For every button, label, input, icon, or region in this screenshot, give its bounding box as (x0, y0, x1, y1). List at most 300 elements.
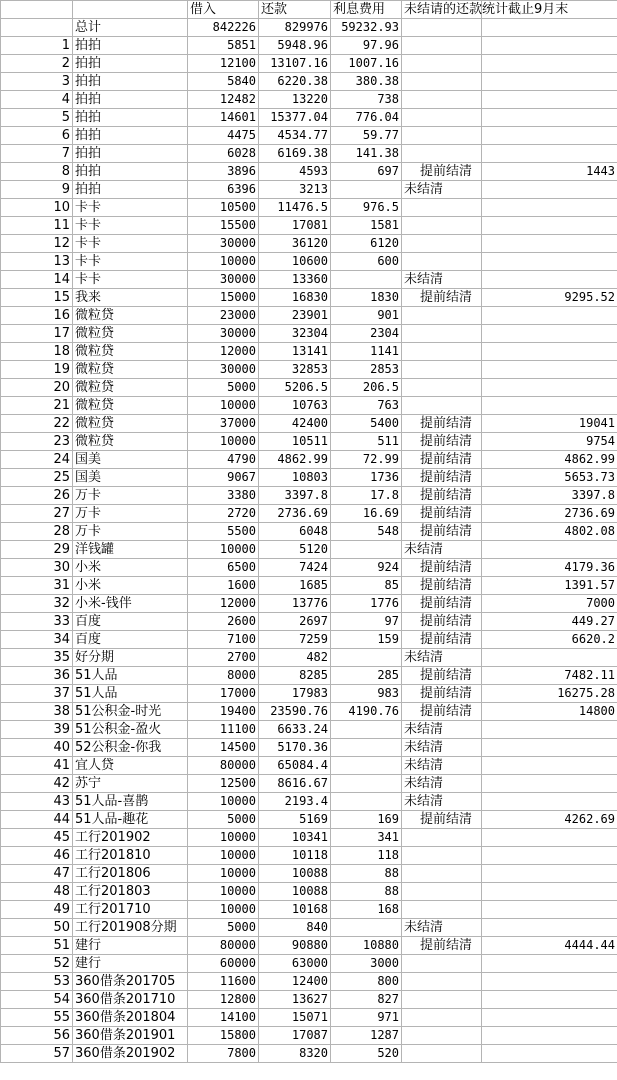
cell-interest[interactable]: 88 (331, 883, 402, 901)
cell-index[interactable]: 32 (1, 595, 73, 613)
cell-outstanding-amount[interactable]: 7000 (482, 595, 617, 613)
cell-repay[interactable]: 13627 (259, 991, 331, 1009)
cell-status[interactable]: 提前结清 (402, 163, 482, 181)
cell-outstanding-amount[interactable] (482, 271, 617, 289)
cell-lender-name[interactable]: 拍拍 (73, 163, 188, 181)
cell-repay[interactable]: 482 (259, 649, 331, 667)
cell-index[interactable]: 7 (1, 145, 73, 163)
cell-repay[interactable]: 6220.38 (259, 73, 331, 91)
cell-borrow[interactable]: 6500 (188, 559, 259, 577)
cell-borrow[interactable]: 1600 (188, 577, 259, 595)
cell-repay[interactable]: 8285 (259, 667, 331, 685)
cell-interest[interactable]: 1736 (331, 469, 402, 487)
cell-interest[interactable]: 2853 (331, 361, 402, 379)
cell-interest[interactable]: 285 (331, 667, 402, 685)
cell-outstanding-amount[interactable] (482, 253, 617, 271)
cell-status[interactable]: 提前结清 (402, 433, 482, 451)
cell-borrow[interactable]: 17000 (188, 685, 259, 703)
cell-lender-name[interactable]: 洋钱罐 (73, 541, 188, 559)
cell-status[interactable] (402, 901, 482, 919)
cell-borrow[interactable]: 10000 (188, 433, 259, 451)
cell-index[interactable]: 56 (1, 1027, 73, 1045)
cell-repay[interactable]: 10088 (259, 883, 331, 901)
cell-borrow[interactable]: 30000 (188, 271, 259, 289)
cell-repay[interactable]: 5948.96 (259, 37, 331, 55)
cell-index[interactable]: 4 (1, 91, 73, 109)
cell-outstanding-amount[interactable] (482, 721, 617, 739)
cell-status[interactable]: 未结清 (402, 739, 482, 757)
cell-index[interactable]: 54 (1, 991, 73, 1009)
cell-index[interactable]: 27 (1, 505, 73, 523)
cell-repay[interactable]: 13107.16 (259, 55, 331, 73)
cell-outstanding-amount[interactable]: 4444.44 (482, 937, 617, 955)
cell-lender-name[interactable]: 卡卡 (73, 199, 188, 217)
cell-borrow[interactable]: 12800 (188, 991, 259, 1009)
cell-repay[interactable]: 17087 (259, 1027, 331, 1045)
cell-repay[interactable]: 10118 (259, 847, 331, 865)
cell-lender-name[interactable]: 万卡 (73, 487, 188, 505)
cell-index[interactable]: 34 (1, 631, 73, 649)
cell-lender-name[interactable]: 拍拍 (73, 109, 188, 127)
cell-index[interactable]: 23 (1, 433, 73, 451)
cell-repay[interactable]: 42400 (259, 415, 331, 433)
cell-index[interactable]: 16 (1, 307, 73, 325)
cell-interest[interactable]: 738 (331, 91, 402, 109)
cell-lender-name[interactable]: 微粒贷 (73, 325, 188, 343)
cell-index[interactable]: 52 (1, 955, 73, 973)
cell-outstanding-amount[interactable] (482, 1027, 617, 1045)
cell-repay[interactable]: 10803 (259, 469, 331, 487)
cell-repay[interactable]: 7259 (259, 631, 331, 649)
cell-lender-name[interactable]: 微粒贷 (73, 379, 188, 397)
header-interest[interactable]: 利息费用 (331, 1, 402, 19)
cell-status[interactable]: 未结清 (402, 757, 482, 775)
cell-lender-name[interactable]: 360借条201901 (73, 1027, 188, 1045)
cell-lender-name[interactable]: 51公积金-盈火 (73, 721, 188, 739)
cell-repay[interactable]: 1685 (259, 577, 331, 595)
cell-lender-name[interactable]: 拍拍 (73, 127, 188, 145)
cell-status[interactable]: 提前结清 (402, 595, 482, 613)
cell-outstanding-amount[interactable] (482, 739, 617, 757)
cell-outstanding-amount[interactable]: 4862.99 (482, 451, 617, 469)
cell-repay[interactable]: 5206.5 (259, 379, 331, 397)
cell-status[interactable] (402, 145, 482, 163)
cell-outstanding-amount[interactable] (482, 361, 617, 379)
cell-interest[interactable]: 763 (331, 397, 402, 415)
total-borrow[interactable]: 842226 (188, 19, 259, 37)
cell-status[interactable]: 未结清 (402, 181, 482, 199)
cell-interest[interactable]: 10880 (331, 937, 402, 955)
cell-lender-name[interactable]: 卡卡 (73, 217, 188, 235)
cell-lender-name[interactable]: 360借条201804 (73, 1009, 188, 1027)
cell-lender-name[interactable]: 微粒贷 (73, 343, 188, 361)
cell-outstanding-amount[interactable] (482, 847, 617, 865)
cell-lender-name[interactable]: 小米 (73, 577, 188, 595)
cell-borrow[interactable]: 19400 (188, 703, 259, 721)
cell-repay[interactable]: 23901 (259, 307, 331, 325)
cell-interest[interactable]: 3000 (331, 955, 402, 973)
cell-outstanding-amount[interactable] (482, 793, 617, 811)
cell-index[interactable]: 25 (1, 469, 73, 487)
cell-status[interactable]: 提前结清 (402, 289, 482, 307)
cell-index[interactable]: 20 (1, 379, 73, 397)
cell-outstanding-amount[interactable] (482, 307, 617, 325)
total-interest[interactable]: 59232.93 (331, 19, 402, 37)
cell-status[interactable]: 提前结清 (402, 667, 482, 685)
cell-interest[interactable]: 141.38 (331, 145, 402, 163)
cell-index[interactable]: 37 (1, 685, 73, 703)
cell-status[interactable] (402, 955, 482, 973)
cell-amount[interactable] (482, 19, 617, 37)
cell-status[interactable] (402, 109, 482, 127)
cell-repay[interactable]: 8320 (259, 1045, 331, 1063)
cell-status[interactable] (402, 829, 482, 847)
cell-repay[interactable]: 4534.77 (259, 127, 331, 145)
cell-lender-name[interactable]: 52公积金-你我 (73, 739, 188, 757)
cell-status[interactable]: 未结清 (402, 793, 482, 811)
cell-repay[interactable]: 5170.36 (259, 739, 331, 757)
cell-outstanding-amount[interactable] (482, 145, 617, 163)
cell-interest[interactable]: 6120 (331, 235, 402, 253)
cell-lender-name[interactable]: 360借条201902 (73, 1045, 188, 1063)
cell-borrow[interactable]: 30000 (188, 325, 259, 343)
cell-index[interactable]: 3 (1, 73, 73, 91)
cell-index[interactable]: 49 (1, 901, 73, 919)
cell-interest[interactable]: 97 (331, 613, 402, 631)
cell-borrow[interactable]: 2720 (188, 505, 259, 523)
cell-status[interactable] (402, 1027, 482, 1045)
cell-index[interactable]: 31 (1, 577, 73, 595)
cell-status[interactable] (402, 235, 482, 253)
cell-index[interactable]: 18 (1, 343, 73, 361)
cell-interest[interactable]: 776.04 (331, 109, 402, 127)
cell-borrow[interactable]: 10000 (188, 901, 259, 919)
cell-borrow[interactable]: 15000 (188, 289, 259, 307)
cell-index[interactable]: 21 (1, 397, 73, 415)
cell-interest[interactable] (331, 271, 402, 289)
cell-status[interactable] (402, 217, 482, 235)
cell-interest[interactable]: 88 (331, 865, 402, 883)
cell-lender-name[interactable]: 卡卡 (73, 253, 188, 271)
cell-repay[interactable]: 16830 (259, 289, 331, 307)
total-repay[interactable]: 829976 (259, 19, 331, 37)
cell-borrow[interactable]: 12100 (188, 55, 259, 73)
cell-index[interactable]: 28 (1, 523, 73, 541)
cell-repay[interactable]: 15071 (259, 1009, 331, 1027)
cell-outstanding-amount[interactable] (482, 91, 617, 109)
cell-interest[interactable]: 206.5 (331, 379, 402, 397)
cell-repay[interactable]: 3397.8 (259, 487, 331, 505)
cell-index[interactable]: 8 (1, 163, 73, 181)
cell-status[interactable]: 未结清 (402, 649, 482, 667)
cell-outstanding-amount[interactable] (482, 901, 617, 919)
cell-borrow[interactable]: 10000 (188, 541, 259, 559)
cell-borrow[interactable]: 6396 (188, 181, 259, 199)
cell-borrow[interactable]: 10000 (188, 397, 259, 415)
cell-interest[interactable]: 1581 (331, 217, 402, 235)
cell-status[interactable]: 未结清 (402, 919, 482, 937)
cell-index[interactable]: 15 (1, 289, 73, 307)
cell-borrow[interactable]: 23000 (188, 307, 259, 325)
cell-borrow[interactable]: 10500 (188, 199, 259, 217)
cell-lender-name[interactable]: 拍拍 (73, 145, 188, 163)
cell-interest[interactable]: 59.77 (331, 127, 402, 145)
cell-repay[interactable]: 4593 (259, 163, 331, 181)
cell-interest[interactable]: 924 (331, 559, 402, 577)
cell-interest[interactable] (331, 757, 402, 775)
header-repay[interactable]: 还款 (259, 1, 331, 19)
cell-lender-name[interactable]: 微粒贷 (73, 307, 188, 325)
cell-lender-name[interactable]: 国美 (73, 469, 188, 487)
cell-index[interactable]: 53 (1, 973, 73, 991)
cell-outstanding-amount[interactable]: 1443 (482, 163, 617, 181)
cell-borrow[interactable]: 5000 (188, 811, 259, 829)
cell-repay[interactable]: 5120 (259, 541, 331, 559)
cell-index[interactable]: 47 (1, 865, 73, 883)
cell-interest[interactable] (331, 721, 402, 739)
cell-lender-name[interactable]: 拍拍 (73, 181, 188, 199)
cell-index[interactable]: 40 (1, 739, 73, 757)
cell-status[interactable] (402, 37, 482, 55)
cell-repay[interactable]: 65084.4 (259, 757, 331, 775)
cell-repay[interactable]: 10763 (259, 397, 331, 415)
cell-repay[interactable]: 32853 (259, 361, 331, 379)
cell-lender-name[interactable]: 360借条201710 (73, 991, 188, 1009)
cell-lender-name[interactable]: 51公积金-时光 (73, 703, 188, 721)
cell-outstanding-amount[interactable]: 6620.2 (482, 631, 617, 649)
cell-interest[interactable] (331, 793, 402, 811)
cell-lender-name[interactable]: 工行201803 (73, 883, 188, 901)
cell-borrow[interactable]: 2600 (188, 613, 259, 631)
cell-status[interactable]: 提前结清 (402, 631, 482, 649)
cell-index[interactable]: 5 (1, 109, 73, 127)
cell-outstanding-amount[interactable] (482, 109, 617, 127)
cell-status[interactable]: 提前结清 (402, 937, 482, 955)
cell-borrow[interactable]: 80000 (188, 937, 259, 955)
cell-repay[interactable]: 7424 (259, 559, 331, 577)
cell-repay[interactable]: 2697 (259, 613, 331, 631)
cell-repay[interactable]: 10600 (259, 253, 331, 271)
total-label[interactable]: 总计 (73, 19, 188, 37)
cell-index[interactable]: 51 (1, 937, 73, 955)
cell-index[interactable]: 26 (1, 487, 73, 505)
cell-outstanding-amount[interactable] (482, 181, 617, 199)
cell-status[interactable] (402, 127, 482, 145)
cell-interest[interactable]: 380.38 (331, 73, 402, 91)
cell-borrow[interactable]: 10000 (188, 793, 259, 811)
cell-interest[interactable] (331, 541, 402, 559)
cell-outstanding-amount[interactable]: 14800 (482, 703, 617, 721)
cell-repay[interactable]: 10088 (259, 865, 331, 883)
cell-status[interactable] (402, 361, 482, 379)
cell-lender-name[interactable]: 建行 (73, 955, 188, 973)
cell-outstanding-amount[interactable]: 3397.8 (482, 487, 617, 505)
cell-index[interactable]: 46 (1, 847, 73, 865)
cell-interest[interactable]: 159 (331, 631, 402, 649)
cell-borrow[interactable]: 5840 (188, 73, 259, 91)
cell-outstanding-amount[interactable] (482, 235, 617, 253)
cell-lender-name[interactable]: 微粒贷 (73, 361, 188, 379)
cell-interest[interactable]: 1007.16 (331, 55, 402, 73)
cell-borrow[interactable]: 5851 (188, 37, 259, 55)
cell-index[interactable]: 39 (1, 721, 73, 739)
cell-borrow[interactable]: 10000 (188, 883, 259, 901)
cell-repay[interactable]: 3213 (259, 181, 331, 199)
cell-lender-name[interactable]: 拍拍 (73, 91, 188, 109)
cell-status[interactable] (402, 307, 482, 325)
cell-status[interactable]: 未结清 (402, 775, 482, 793)
cell-outstanding-amount[interactable] (482, 757, 617, 775)
cell-lender-name[interactable]: 小米 (73, 559, 188, 577)
cell-outstanding-amount[interactable] (482, 1045, 617, 1063)
cell-index[interactable]: 14 (1, 271, 73, 289)
cell-borrow[interactable]: 80000 (188, 757, 259, 775)
cell-lender-name[interactable]: 建行 (73, 937, 188, 955)
cell-lender-name[interactable]: 拍拍 (73, 55, 188, 73)
cell-interest[interactable]: 1287 (331, 1027, 402, 1045)
cell-status[interactable]: 提前结清 (402, 577, 482, 595)
header-borrow[interactable]: 借入 (188, 1, 259, 19)
cell-borrow[interactable]: 4790 (188, 451, 259, 469)
cell-borrow[interactable]: 12482 (188, 91, 259, 109)
cell-status[interactable]: 未结清 (402, 721, 482, 739)
cell-borrow[interactable]: 11600 (188, 973, 259, 991)
cell-status[interactable] (402, 379, 482, 397)
cell-borrow[interactable]: 3896 (188, 163, 259, 181)
cell-repay[interactable]: 12400 (259, 973, 331, 991)
cell-repay[interactable]: 8616.67 (259, 775, 331, 793)
cell-interest[interactable]: 600 (331, 253, 402, 271)
cell-borrow[interactable]: 37000 (188, 415, 259, 433)
cell-borrow[interactable]: 7100 (188, 631, 259, 649)
cell-interest[interactable]: 341 (331, 829, 402, 847)
cell-interest[interactable]: 1776 (331, 595, 402, 613)
cell-index[interactable]: 17 (1, 325, 73, 343)
cell-interest[interactable]: 118 (331, 847, 402, 865)
cell-interest[interactable]: 548 (331, 523, 402, 541)
cell-status[interactable] (402, 73, 482, 91)
cell-outstanding-amount[interactable] (482, 1009, 617, 1027)
cell-lender-name[interactable]: 工行201902 (73, 829, 188, 847)
cell-index[interactable]: 36 (1, 667, 73, 685)
cell-lender-name[interactable]: 国美 (73, 451, 188, 469)
cell-status[interactable]: 未结清 (402, 541, 482, 559)
cell-index[interactable]: 12 (1, 235, 73, 253)
cell-status[interactable]: 提前结清 (402, 559, 482, 577)
cell-status[interactable] (402, 1009, 482, 1027)
cell-interest[interactable]: 4190.76 (331, 703, 402, 721)
cell-status[interactable] (402, 883, 482, 901)
cell-status[interactable] (402, 847, 482, 865)
cell-index[interactable]: 10 (1, 199, 73, 217)
cell-status[interactable] (402, 199, 482, 217)
header-cell[interactable] (1, 1, 73, 19)
cell-interest[interactable]: 168 (331, 901, 402, 919)
cell-status[interactable] (402, 397, 482, 415)
cell-borrow[interactable]: 11100 (188, 721, 259, 739)
cell-lender-name[interactable]: 工行201806 (73, 865, 188, 883)
cell-interest[interactable]: 520 (331, 1045, 402, 1063)
cell-index[interactable]: 9 (1, 181, 73, 199)
cell-interest[interactable]: 827 (331, 991, 402, 1009)
cell-lender-name[interactable]: 宜人贷 (73, 757, 188, 775)
cell-lender-name[interactable]: 百度 (73, 613, 188, 631)
cell-outstanding-amount[interactable] (482, 541, 617, 559)
cell-lender-name[interactable]: 工行201710 (73, 901, 188, 919)
cell-interest[interactable]: 72.99 (331, 451, 402, 469)
cell-borrow[interactable]: 5500 (188, 523, 259, 541)
cell-lender-name[interactable]: 51人品 (73, 667, 188, 685)
cell-outstanding-amount[interactable] (482, 973, 617, 991)
header-cell[interactable] (73, 1, 188, 19)
cell-outstanding-amount[interactable] (482, 397, 617, 415)
cell-outstanding-amount[interactable]: 2736.69 (482, 505, 617, 523)
cell-index[interactable]: 45 (1, 829, 73, 847)
cell-repay[interactable]: 13360 (259, 271, 331, 289)
cell-outstanding-amount[interactable] (482, 325, 617, 343)
cell-lender-name[interactable]: 卡卡 (73, 271, 188, 289)
cell-interest[interactable]: 85 (331, 577, 402, 595)
cell-status[interactable] (402, 253, 482, 271)
cell-repay[interactable]: 17983 (259, 685, 331, 703)
cell-borrow[interactable]: 14500 (188, 739, 259, 757)
cell-lender-name[interactable]: 微粒贷 (73, 433, 188, 451)
cell-index[interactable]: 38 (1, 703, 73, 721)
cell-index[interactable]: 22 (1, 415, 73, 433)
cell-index[interactable]: 11 (1, 217, 73, 235)
cell-index[interactable]: 6 (1, 127, 73, 145)
cell-outstanding-amount[interactable] (482, 829, 617, 847)
cell-borrow[interactable]: 15500 (188, 217, 259, 235)
cell-repay[interactable]: 13220 (259, 91, 331, 109)
cell-index[interactable]: 13 (1, 253, 73, 271)
cell-repay[interactable]: 13141 (259, 343, 331, 361)
cell-outstanding-amount[interactable]: 4802.08 (482, 523, 617, 541)
cell-status[interactable]: 提前结清 (402, 811, 482, 829)
cell-status[interactable] (402, 325, 482, 343)
cell-status[interactable]: 提前结清 (402, 469, 482, 487)
cell-interest[interactable]: 697 (331, 163, 402, 181)
cell-index[interactable]: 55 (1, 1009, 73, 1027)
cell-status[interactable] (402, 343, 482, 361)
cell-outstanding-amount[interactable]: 7482.11 (482, 667, 617, 685)
cell-repay[interactable]: 6633.24 (259, 721, 331, 739)
cell-borrow[interactable]: 5000 (188, 379, 259, 397)
cell-borrow[interactable]: 12500 (188, 775, 259, 793)
cell-interest[interactable]: 800 (331, 973, 402, 991)
cell-interest[interactable]: 976.5 (331, 199, 402, 217)
cell-index[interactable]: 30 (1, 559, 73, 577)
cell-borrow[interactable]: 30000 (188, 361, 259, 379)
cell-lender-name[interactable]: 拍拍 (73, 73, 188, 91)
cell-index[interactable]: 43 (1, 793, 73, 811)
cell-repay[interactable]: 13776 (259, 595, 331, 613)
cell-repay[interactable]: 6048 (259, 523, 331, 541)
cell-interest[interactable]: 983 (331, 685, 402, 703)
cell-interest[interactable]: 901 (331, 307, 402, 325)
cell-status[interactable]: 提前结清 (402, 613, 482, 631)
cell-index[interactable]: 1 (1, 37, 73, 55)
cell-borrow[interactable]: 10000 (188, 847, 259, 865)
cell-interest[interactable]: 5400 (331, 415, 402, 433)
cell-interest[interactable] (331, 739, 402, 757)
cell-outstanding-amount[interactable] (482, 865, 617, 883)
cell-index[interactable]: 57 (1, 1045, 73, 1063)
cell-lender-name[interactable]: 卡卡 (73, 235, 188, 253)
cell-outstanding-amount[interactable] (482, 199, 617, 217)
cell-index[interactable]: 42 (1, 775, 73, 793)
cell-borrow[interactable]: 2700 (188, 649, 259, 667)
